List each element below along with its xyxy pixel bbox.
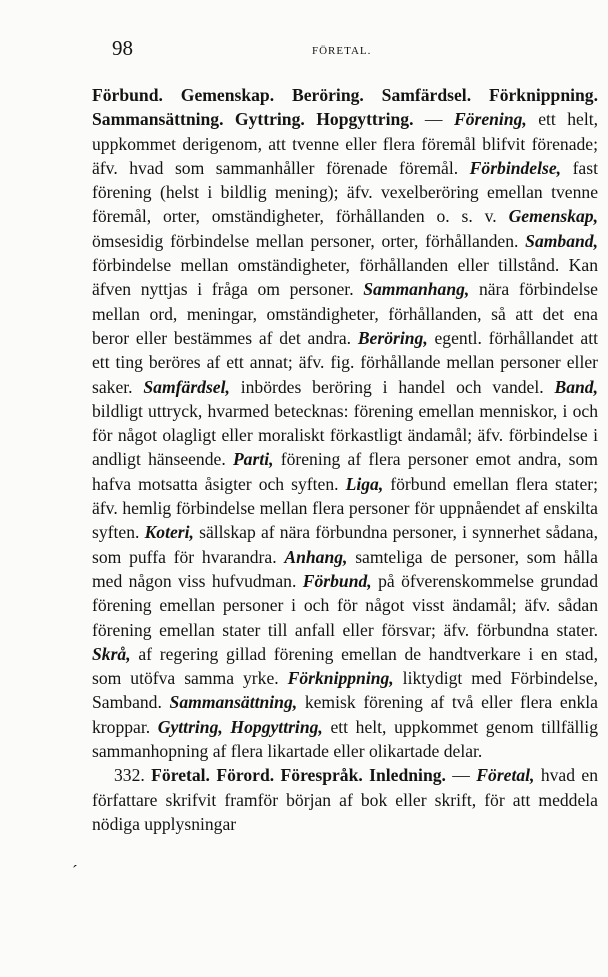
page-number: 98 [112,36,133,60]
headword: Gemenskap, [508,206,598,227]
headword: Anhang, [284,546,348,567]
headword: Sammansättning, [169,692,298,713]
headword: Samband, [525,230,598,251]
headword: Skrå, [92,643,131,664]
headword: Koteri, [144,522,194,543]
page-header [112,36,548,72]
section-number: 332. [114,765,145,786]
headword: Företal, [476,765,535,786]
headword: Förknippning, [287,668,394,689]
headword: Förbindelse, [469,157,562,178]
headword: Gyttring, Hopgyttring, [157,716,323,737]
headword: Band, [554,376,598,397]
headword: Beröring, [357,327,428,348]
headword: Parti, [232,449,274,470]
section-heading: Företal. Förord. Förespråk. Inledning. [144,765,446,786]
body-text [92,83,598,836]
headword: Liga, [345,473,384,494]
margin-mark: ˊ [72,862,78,881]
headword: Samfärdsel, [143,376,230,397]
headword: Sammanhang, [363,279,470,300]
running-title: FÖRETAL. [312,45,372,57]
section-heading: Förbund. Gemenskap. Beröring. Samfärdsel. Förknippning. Sammansättning. Gyttring. Hopgyttring. [92,85,598,130]
section-foretal: 332. Företal. Förord. Förespråk. Inledning. — Företal, hvad en författare skrifvit framför början af bok eller skrift, för att meddela nödiga upplysningar [92,765,599,834]
headword: Förbund, [302,570,372,591]
section-forbund: Förbund. Gemenskap. Beröring. Samfärdsel. Förknippning. Sammansättning. Gyttring. Hopgyttring. — Förening, ett helt, uppkommet derigenom, att tvenne eller flera föremål blifvit förenade; äfv. hvad som sammanhåller förenade föremål. Förbindelse, fast förening (helst i bildlig mening); äfv. vexelberöring emellan tvenne föremål, orter, omständigheter, förhållanden o. s. v. Gemenskap, ömsesidig förbindelse mellan personer, orter, förhållanden. Samband, förbindelse mellan omständigheter, förhållanden eller tillstånd. Kan äfven nyttjas i fråga om personer. Sammanhang, nära förbindelse mellan ord, meningar, omständigheter, förhållanden, så att det ena beror eller bestämmes af det andra. Beröring, egentl. förhållandet att ett ting beröres af ett annat; äfv. fig. förhållande mellan personer eller saker. Samfärdsel, inbördes beröring i handel och vandel. Band, bildligt uttryck, hvarmed betecknas: förening emellan menniskor, i och för något olagligt eller moraliskt förkastligt ändamål; äfv. förbindelse i andligt hänseende. Parti, förening af flera personer emot andra, som hafva motsatta åsigter och syften. Liga, förbund emellan flera stater; äfv. hemlig förbindelse mellan flera personer för uppnåendet af enskilta syften. Koteri, sällskap af nära förbundna personer, i synnerhet sådana, som puffa för hvarandra. Anhang, samteliga de personer, som hålla med någon viss hufvudman. Förbund, på öfverenskommelse grundad förening emellan personer i och för något visst ändamål; äfv. sådan förening emellan stater till anfall eller försvar; äfv. förbundna stater. Skrå, af regering gillad förening emellan de handtverkare i en stad, som utöfva samma yrke. Förknippning, liktydigt med Förbindelse, Samband. Sammansättning, kemisk förening af två eller flera enkla kroppar. Gyttring, Hopgyttring, ett helt, uppkommet genom tillfällig sammanhopning af flera likartade eller olikartade delar. [92,85,599,762]
headword: Förening, [453,109,527,130]
